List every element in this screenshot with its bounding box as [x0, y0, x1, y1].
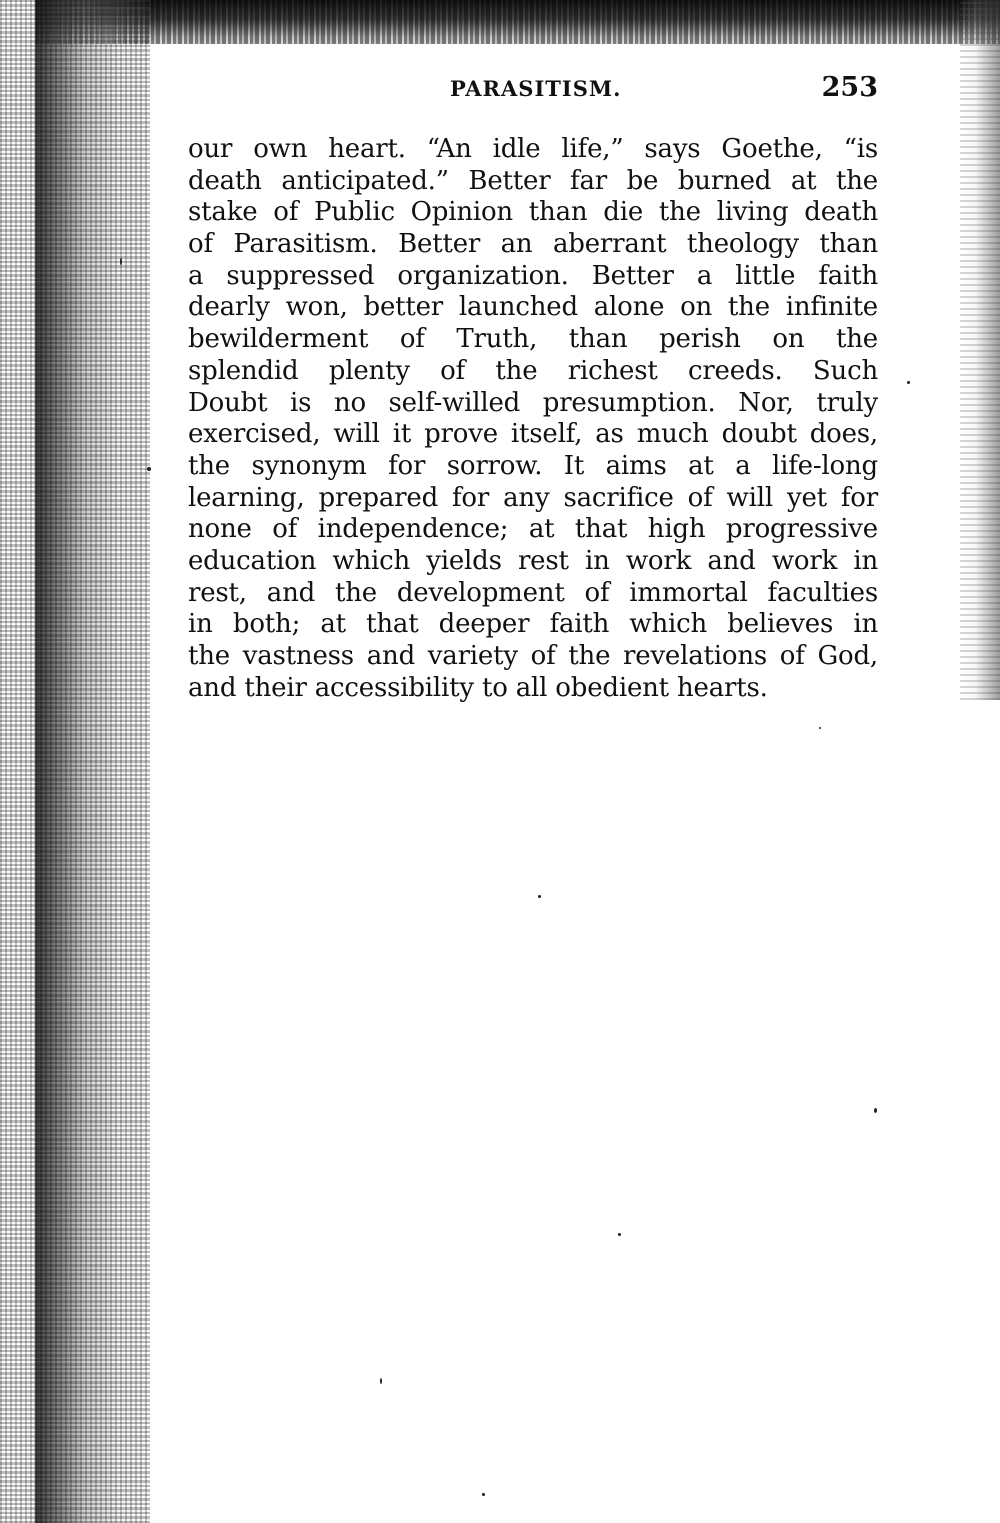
- scan-speck: [618, 1233, 621, 1236]
- running-title: PARASITISM.: [450, 76, 622, 101]
- scan-speck: [380, 1378, 382, 1384]
- text-line: a suppressed organization. Better a little faith: [188, 260, 878, 291]
- text-line: exercised, will it prove itself, as much doubt does,: [188, 419, 878, 450]
- body-paragraph: [188, 134, 878, 704]
- text-line: death anticipated.” Better far be burned at the: [188, 165, 878, 196]
- text-line: of Parasitism. Better an aberrant theology than: [188, 229, 878, 260]
- text-line: our own heart. “An idle life,” says Goethe, “is: [188, 134, 878, 164]
- scan-speck: [538, 895, 541, 898]
- text-line: and their accessibility to all obedient hearts.: [188, 672, 768, 703]
- scan-speck: [147, 467, 151, 471]
- text-line: learning, prepared for any sacrifice of will yet for: [188, 482, 878, 513]
- text-line: in both; at that deeper faith which believes in: [188, 609, 878, 640]
- scan-speck: [819, 727, 821, 729]
- scan-noise-right-edge: [960, 0, 1000, 700]
- text-line: the vastness and variety of the revelations of God,: [188, 641, 878, 671]
- text-line: the synonym for sorrow. It aims at a life-long: [188, 450, 878, 481]
- scan-speck: [874, 1108, 877, 1113]
- scan-speck: [482, 1493, 485, 1496]
- text-line: bewilderment of Truth, than perish on the: [188, 324, 878, 355]
- scan-speck: [907, 381, 910, 384]
- scan-noise-left-gutter: [0, 0, 150, 1523]
- running-head: [188, 72, 878, 106]
- text-line: rest, and the development of immortal faculties: [188, 577, 878, 608]
- text-line: stake of Public Opinion than die the living death: [188, 197, 878, 228]
- text-line: education which yields rest in work and work in: [188, 545, 878, 576]
- text-line: splendid plenty of the richest creeds. Such: [188, 355, 878, 386]
- page-number: 253: [821, 72, 878, 103]
- scan-speck: [120, 258, 122, 265]
- scan-noise-top: [30, 0, 1000, 44]
- text-line: Doubt is no self-willed presumption. Nor, truly: [188, 387, 878, 418]
- text-line: none of independence; at that high progressive: [188, 514, 878, 545]
- text-line: dearly won, better launched alone on the infinite: [188, 292, 878, 323]
